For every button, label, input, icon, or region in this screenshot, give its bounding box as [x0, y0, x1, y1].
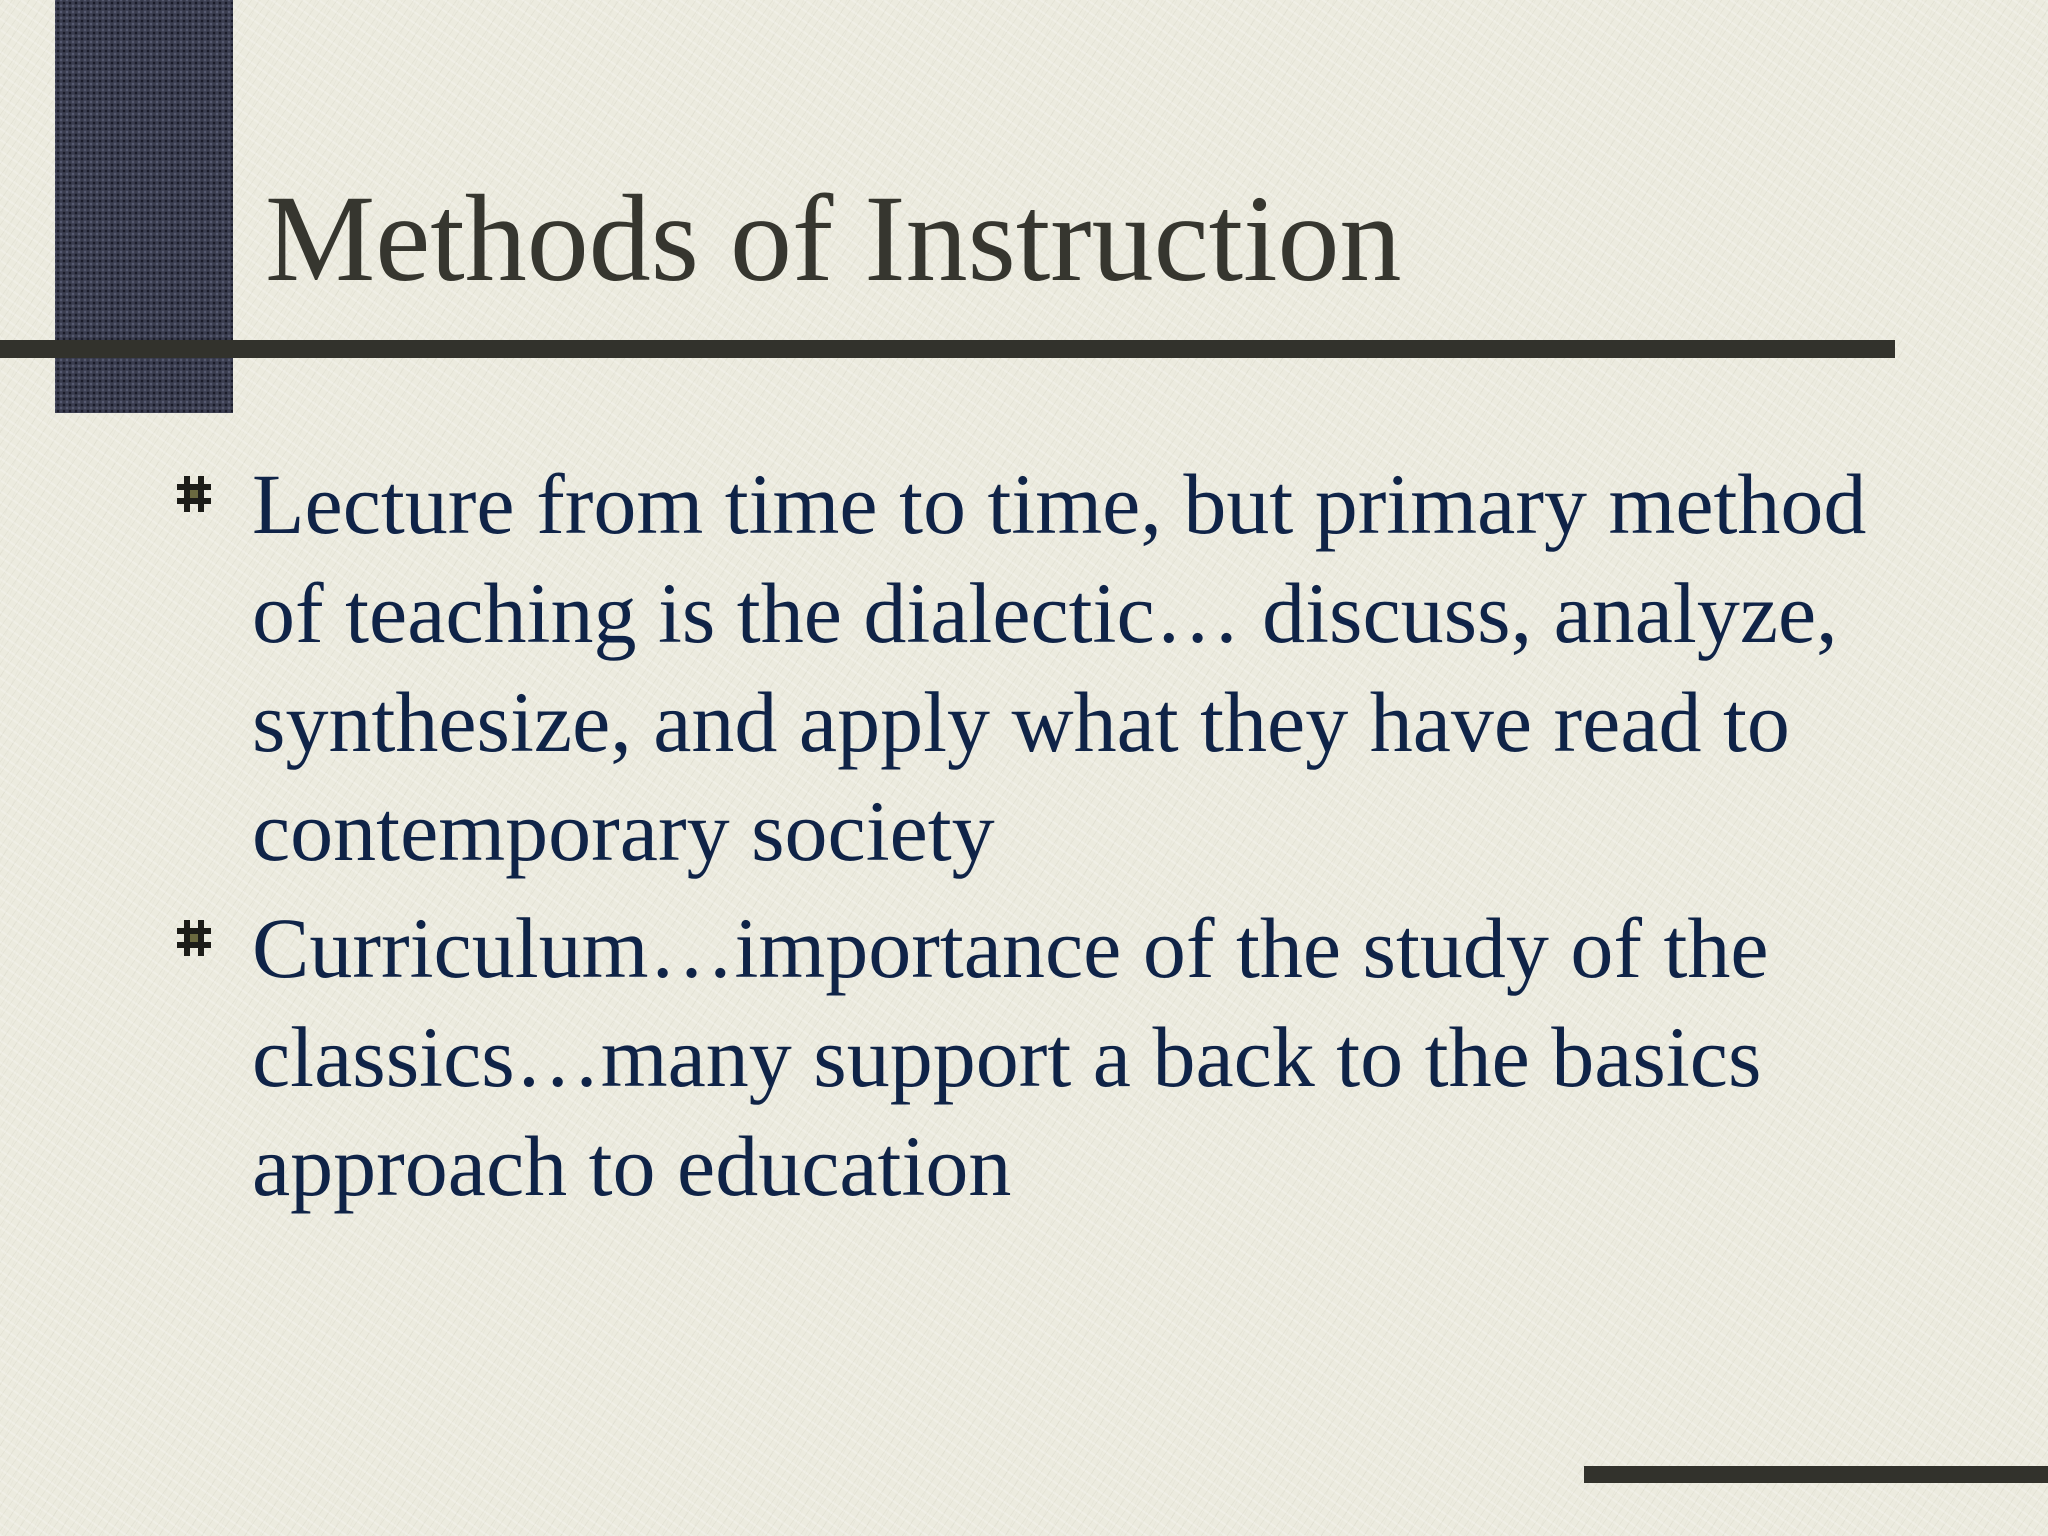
slide-title: Methods of Instruction: [265, 170, 1402, 307]
hash-bullet-icon: [175, 473, 213, 515]
bullet-item: [175, 450, 1875, 886]
bottom-corner-rule: [1584, 1466, 2048, 1483]
hash-bullet-icon: [175, 917, 213, 959]
bullet-text: Lecture from time to time, but primary method of teaching is the dialectic… discuss, analyze, synthesize, and apply what they have read to contemporary society: [252, 456, 1867, 879]
bullet-list: [175, 450, 1875, 1229]
bullet-item: [175, 894, 1875, 1221]
title-divider-rule: [0, 340, 1895, 358]
bullet-text: Curriculum…importance of the study of the classics…many support a back to the basics approach to education: [252, 900, 1769, 1214]
